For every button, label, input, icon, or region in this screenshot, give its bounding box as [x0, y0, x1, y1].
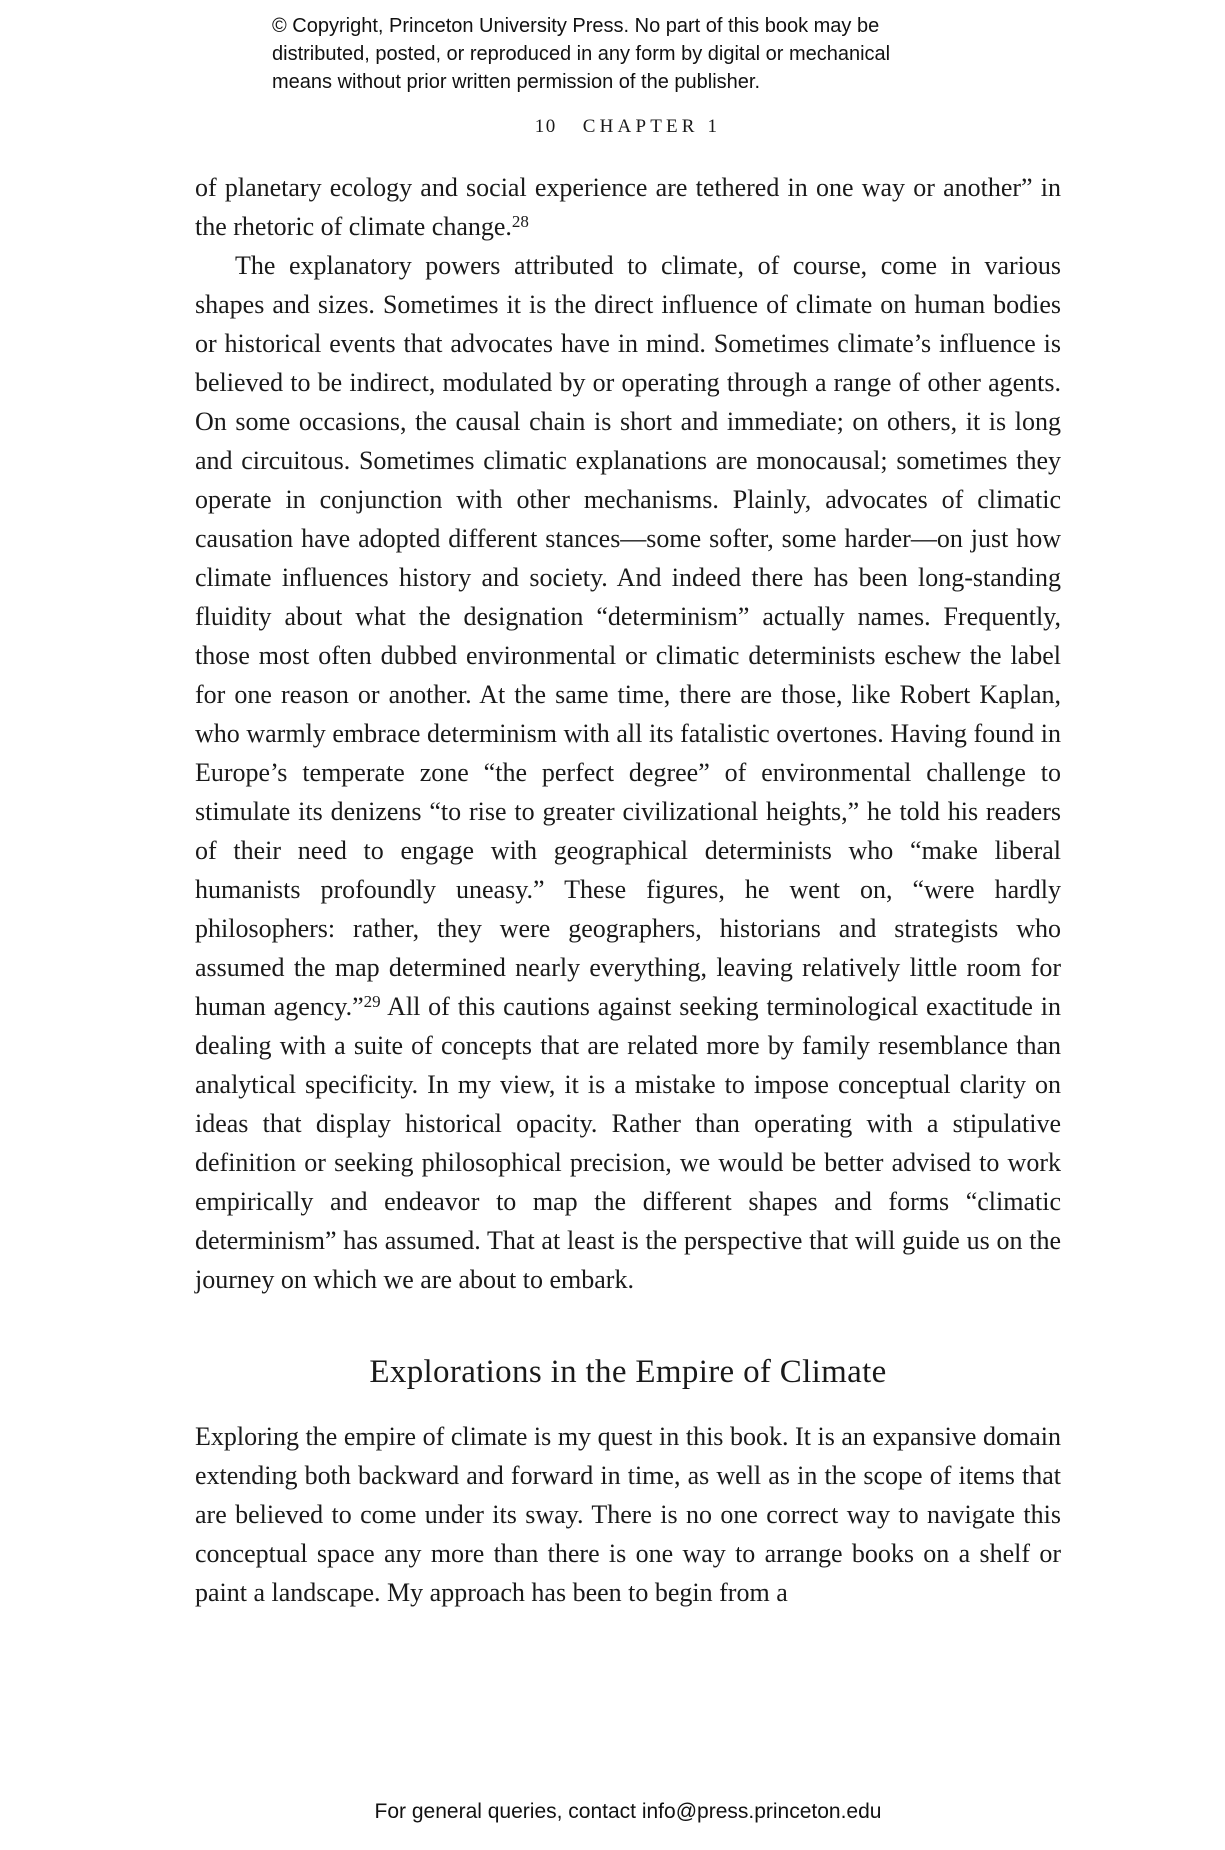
copyright-line: distributed, posted, or reproduced in any form by digital or mechanical	[272, 43, 891, 65]
paragraph-continuation	[195, 168, 1061, 246]
paragraph-text: of planetary ecology and social experience are tethered in one way or another” in the rhetoric of climate change.	[195, 173, 1061, 241]
page-footer: For general queries, contact info@press.princeton.edu	[374, 1800, 882, 1823]
paragraph	[195, 1417, 1061, 1612]
chapter-title: CHAPTER 1	[582, 116, 722, 137]
page-number: 10	[534, 116, 557, 137]
footnote-reference-29: 29	[363, 992, 381, 1012]
copyright-line: © Copyright, Princeton University Press. No part of this book may be	[272, 15, 880, 37]
copyright-notice	[272, 12, 890, 96]
paragraph	[195, 246, 1061, 1299]
body-text	[195, 168, 1061, 1612]
section-heading: Explorations in the Empire of Climate	[369, 1354, 887, 1390]
paragraph-text: The explanatory powers attributed to climate, of course, come in various shapes and sizes. Sometimes it is the direct influence of climate on human bodies or historical events that advocates have in mind. Sometimes climate’s influence is believed to be indirect, modulated by or operating through a range of other agents. On some occasions, the causal chain is short and immediate; on others, it is long and circuitous. Sometimes climatic explanations are monocausal; sometimes they operate in conjunction with other mechanisms. Plainly, advocates of climatic causation have adopted different stances—some softer, some harder—on just how climate influences history and society. And indeed there has been long-standing fluidity about what the designation “determinism” actually names. Frequently, those most often dubbed environmental or climatic determinists eschew the label for one reason or another. At the same time, there are those, like Robert Kaplan, who warmly embrace determinism with all its fatalistic overtones. Having found in Europe’s temperate zone “the perfect degree” of environmental challenge to stimulate its denizens “to rise to greater civilizational heights,” he told his readers of their need to engage with geographical determinists who “make liberal humanists profoundly uneasy.” These figures, he went on, “were hardly philosophers: rather, they were geographers, historians and strategists who assumed the map determined nearly everything, leaving relatively little room for human agency.”	[195, 251, 1061, 1021]
footnote-reference-28: 28	[511, 212, 529, 232]
running-head	[195, 116, 1061, 138]
paragraph-text: Exploring the empire of climate is my quest in this book. It is an expansive domain extending both backward and forward in time, as well as in the scope of items that are believed to come under its sway. There is no one correct way to navigate this conceptual space any more than there is one way to arrange books on a shelf or paint a landscape. My approach has been to begin from a	[195, 1422, 1061, 1607]
copyright-line: means without prior written permission of the publisher.	[272, 71, 761, 93]
paragraph-text: All of this cautions against seeking terminological exactitude in dealing with a suite of concepts that are related more by family resemblance than analytical specificity. In my view, it is a mistake to impose conceptual clarity on ideas that display historical opacity. Rather than operating with a stipulative definition or seeking philosophical precision, we would be better advised to work empirically and endeavor to map the different shapes and forms “climatic determinism” has assumed. That at least is the perspective that will guide us on the journey on which we are about to embark.	[195, 992, 1061, 1294]
